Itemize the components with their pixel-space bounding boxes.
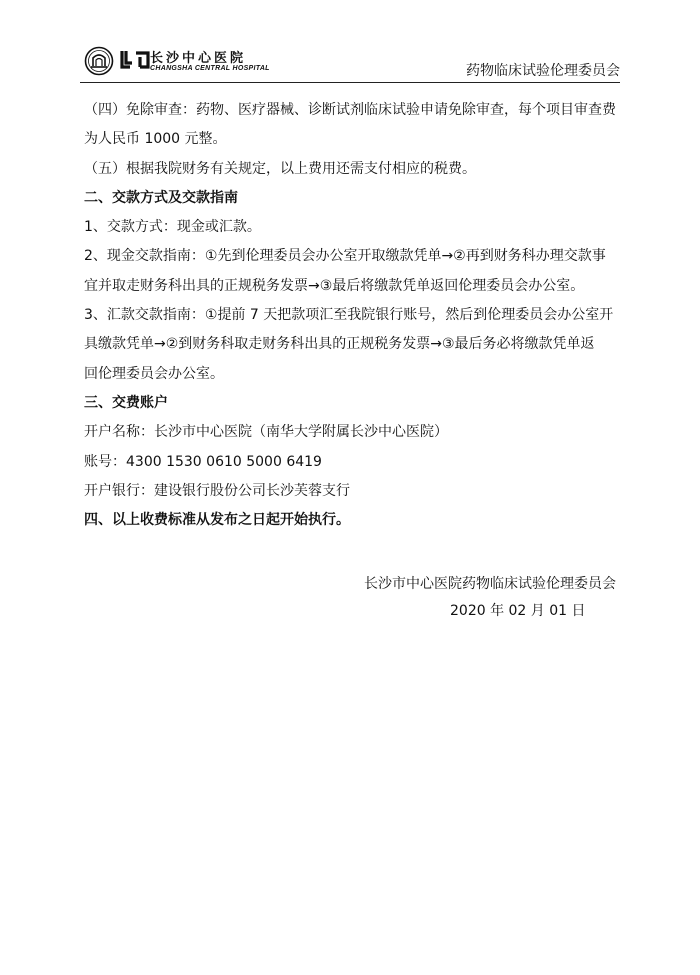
- hospital-name-en: CHANGSHA CENTRAL HOSPITAL: [150, 65, 270, 72]
- paragraph-tax: [84, 155, 618, 184]
- text-line: 具缴款凭单→②到财务科取走财务科出具的正规税务发票→③最后务必将缴款凭单返: [84, 336, 595, 353]
- section-heading-effective: 四、以上收费标准从发布之日起开始执行。: [84, 512, 350, 529]
- signature-date: 2020 年 02 月 01 日: [450, 603, 586, 619]
- text-line: 3、汇款交款指南：①提前 7 天把款项汇至我院银行账号，然后到伦理委员会办公室开: [84, 307, 614, 324]
- text-line: 为人民币 1000 元整。: [84, 131, 227, 148]
- page-header: [80, 38, 620, 82]
- text-line: 开户银行：建设银行股份公司长沙芙蓉支行: [84, 482, 350, 499]
- text-line: 宜并取走财务科出具的正规税务发票→③最后将缴款凭单返回伦理委员会办公室。: [84, 277, 585, 294]
- text-line: 回伦理委员会办公室。: [84, 365, 224, 382]
- text-line: （五）根据我院财务有关规定，以上费用还需支付相应的税费。: [84, 160, 476, 177]
- paragraph-transfer-guide: [84, 301, 618, 389]
- account-number: [84, 448, 618, 477]
- text-line: 账号：4300 1530 0610 5000 6419: [84, 453, 322, 470]
- committee-title: 药物临床试验伦理委员会: [466, 63, 620, 79]
- account-bank: [84, 477, 618, 506]
- text-line: （四）免除审查：药物、医疗器械、诊断试剂临床试验申请免除审查，每个项目审查费: [84, 102, 616, 118]
- section-heading-account: 三、交费账户: [84, 394, 168, 411]
- hospital-emblem-icon: [84, 46, 114, 76]
- account-name: [84, 418, 618, 447]
- text-line: 开户名称：长沙市中心医院（南华大学附属长沙中心医院）: [84, 424, 448, 441]
- signature-org: 长沙市中心医院药物临床试验伦理委员会: [364, 576, 616, 592]
- paragraph-exemption: [84, 96, 618, 155]
- section-heading-payment-method: 二、交款方式及交款指南: [84, 189, 238, 206]
- paragraph-cash-guide: [84, 242, 618, 301]
- text-line: 2、现金交款指南：①先到伦理委员会办公室开取缴款凭单→②再到财务科办理交款事: [84, 248, 606, 265]
- header-divider: [80, 82, 620, 83]
- paragraph-payment-method: [84, 213, 618, 242]
- hospital-name-cn: 长沙中心医院: [150, 51, 247, 66]
- text-line: 1、交款方式：现金或汇款。: [84, 219, 261, 236]
- document-body: [84, 96, 618, 535]
